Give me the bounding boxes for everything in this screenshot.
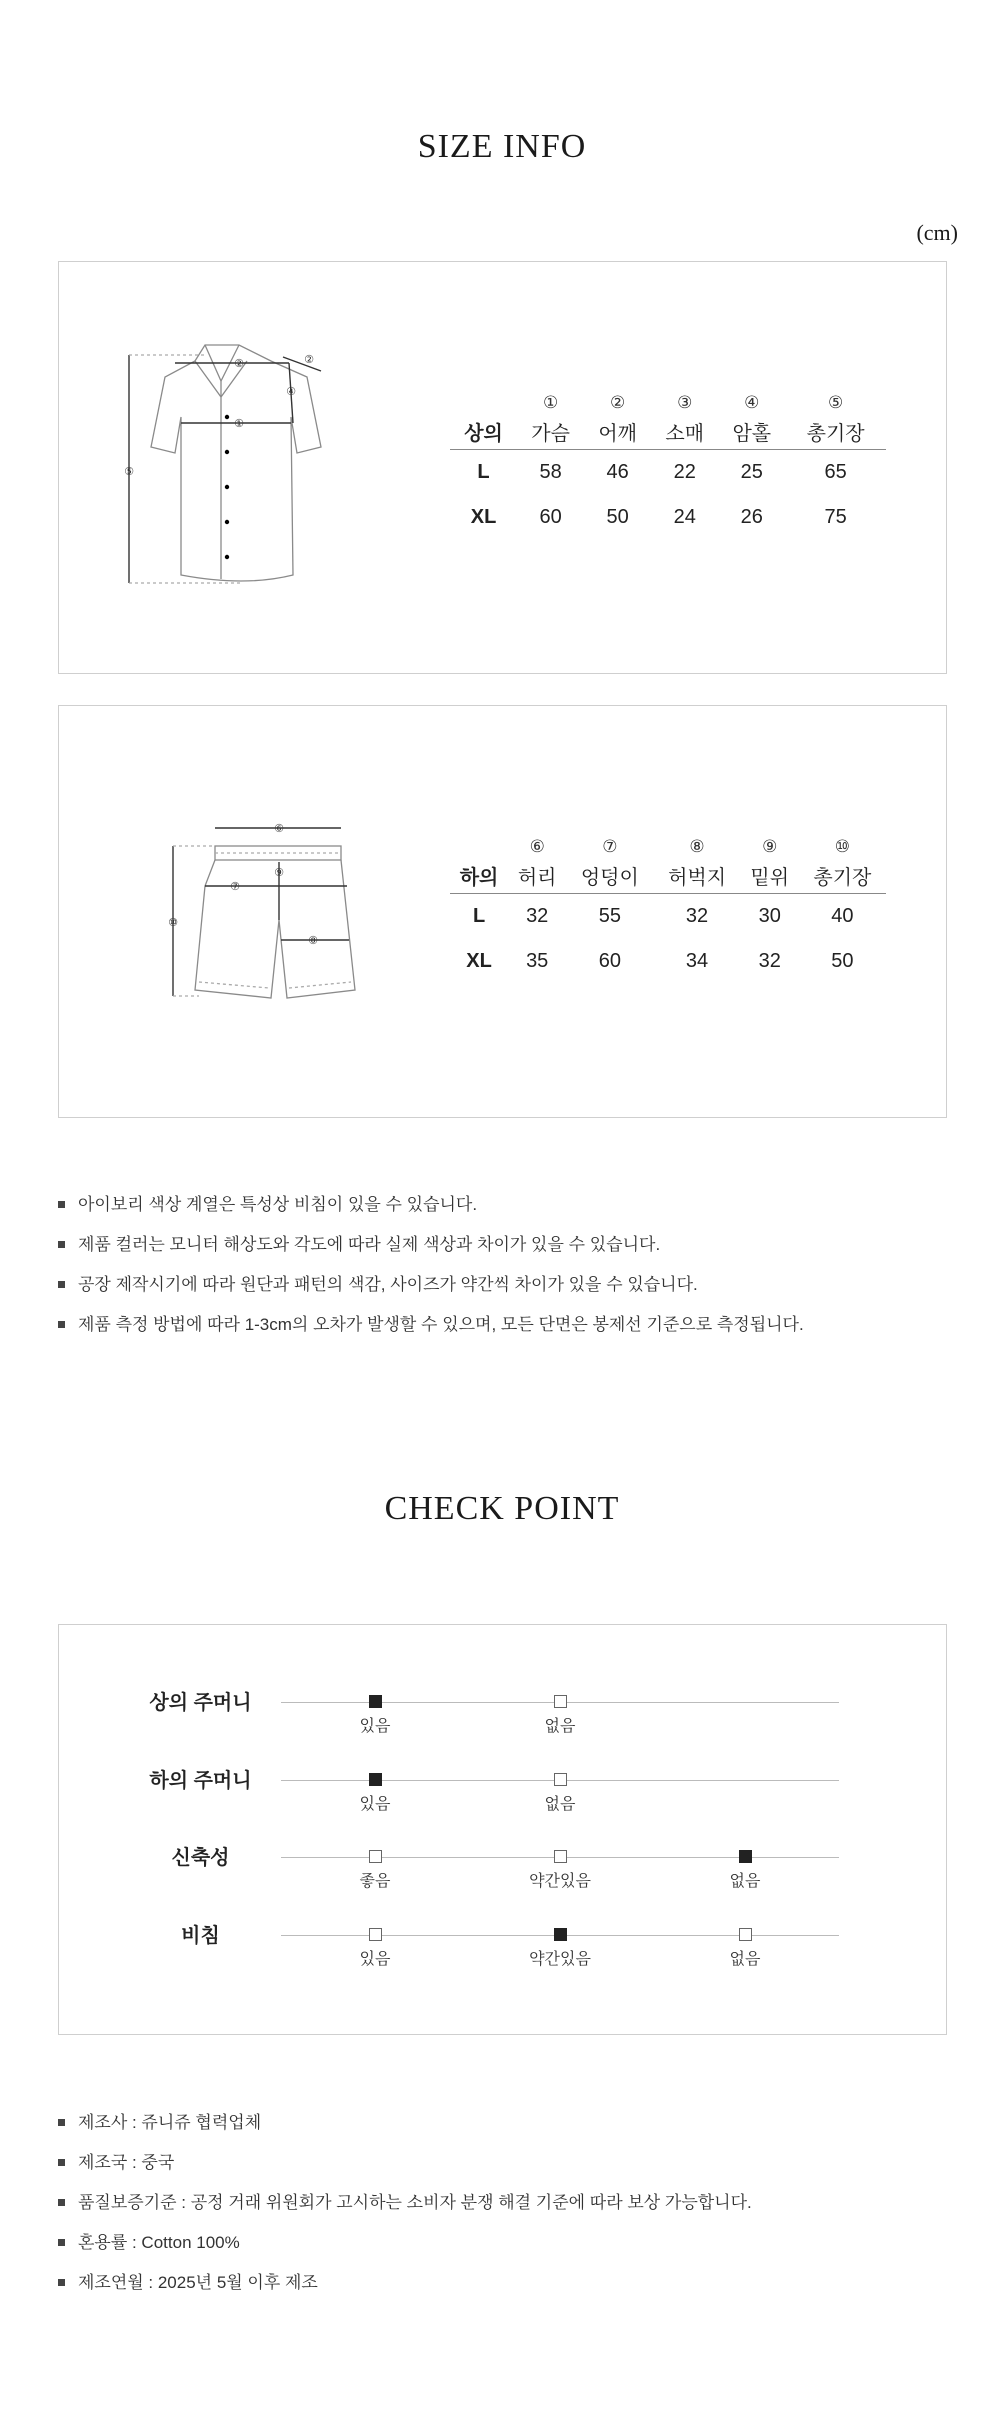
table-cell: 32	[526, 905, 549, 927]
table-row	[450, 939, 886, 984]
product-info-list	[58, 2112, 752, 2312]
svg-text:①: ①	[234, 417, 244, 430]
column-number: ③	[677, 393, 693, 412]
column-number: ②	[610, 393, 626, 412]
unchecked-box-icon	[369, 1850, 382, 1863]
list-item: 제품 측정 방법에 따라 1-3cm의 오차가 발생할 수 있으며, 모든 단면은 봉제선 기준으로 측정됩니다.	[58, 1314, 804, 1354]
svg-text:④: ④	[286, 385, 296, 398]
column-header: 소매	[651, 413, 718, 450]
check-option	[500, 1773, 620, 1814]
column-number: ⑤	[828, 393, 844, 412]
check-point-title: CHECK POINT	[384, 1490, 620, 1527]
shorts-diagram	[159, 816, 379, 1006]
unchecked-box-icon	[554, 1695, 567, 1708]
unchecked-box-icon	[739, 1928, 752, 1941]
column-header: 어깨	[584, 413, 651, 450]
check-row-label: 비침	[181, 1925, 220, 1947]
column-number: ⑦	[602, 837, 618, 856]
category-label: 하의	[450, 857, 508, 894]
check-option-label: 약간있음	[529, 1951, 591, 1968]
table-cell: 50	[831, 950, 854, 972]
list-item: 품질보증기준 : 공정 거래 위원회가 고시하는 소비자 분쟁 해결 기준에 따라 보상 가능합니다.	[58, 2192, 752, 2232]
column-number: ⑥	[529, 837, 545, 856]
svg-text:②: ②	[234, 357, 244, 370]
unit-label: (cm)	[916, 220, 958, 245]
table-cell: 60	[598, 950, 621, 972]
check-row-bottom-pocket	[58, 1767, 947, 1827]
check-option-label: 좋음	[359, 1873, 391, 1890]
check-option-label: 없음	[544, 1718, 576, 1735]
table-row	[450, 495, 886, 540]
column-header: 밑위	[741, 857, 799, 894]
column-header: 허벅지	[653, 857, 740, 894]
column-number: ⑨	[762, 837, 778, 856]
checked-box-icon	[554, 1928, 567, 1941]
list-item: 제조국 : 중국	[58, 2152, 752, 2192]
checked-box-icon	[739, 1850, 752, 1863]
check-option	[315, 1695, 435, 1736]
table-cell: 22	[673, 461, 696, 483]
list-item: 제조사 : 쥬니쥬 협력업체	[58, 2112, 752, 2152]
column-header: 엉덩이	[566, 857, 653, 894]
column-header: 가슴	[517, 413, 584, 450]
unchecked-box-icon	[554, 1773, 567, 1786]
check-option-label: 없음	[729, 1951, 761, 1968]
table-cell: 55	[598, 905, 621, 927]
check-option	[500, 1850, 620, 1891]
unchecked-box-icon	[369, 1928, 382, 1941]
table-cell: 26	[740, 506, 763, 528]
svg-text:⑤: ⑤	[124, 465, 134, 478]
check-row-label: 하의 주머니	[149, 1770, 252, 1792]
svg-text:⑧: ⑧	[308, 934, 318, 947]
check-option	[315, 1850, 435, 1891]
table-cell: 24	[673, 506, 696, 528]
svg-text:⑦: ⑦	[230, 880, 240, 893]
table-cell: 58	[539, 461, 562, 483]
check-option	[685, 1928, 805, 1969]
table-cell: 32	[685, 905, 709, 927]
list-item: 아이보리 색상 계열은 특성상 비침이 있을 수 있습니다.	[58, 1194, 804, 1234]
check-option	[685, 1850, 805, 1891]
table-cell: 34	[685, 950, 709, 972]
table-cell: 46	[606, 461, 629, 483]
column-header: 암홀	[718, 413, 785, 450]
list-item: 제품 컬러는 모니터 해상도와 각도에 따라 실제 색상과 차이가 있을 수 있습니다.	[58, 1234, 804, 1274]
shirt-diagram	[121, 337, 351, 597]
check-option	[315, 1773, 435, 1814]
column-number: ④	[744, 393, 760, 412]
column-header: 허리	[508, 857, 566, 894]
table-cell: 50	[606, 506, 629, 528]
check-option	[315, 1928, 435, 1969]
svg-text:②: ②	[304, 353, 314, 366]
svg-text:⑨: ⑨	[274, 866, 284, 879]
checked-box-icon	[369, 1695, 382, 1708]
column-number: ⑩	[834, 837, 851, 856]
check-row-stretch	[58, 1844, 947, 1904]
svg-text:⑥: ⑥	[274, 822, 284, 835]
list-item: 혼용률 : Cotton 100%	[58, 2232, 752, 2272]
unchecked-box-icon	[554, 1850, 567, 1863]
size-label: XL	[466, 950, 492, 972]
check-option-label: 없음	[729, 1873, 761, 1890]
size-label: L	[477, 461, 490, 483]
list-item: 제조연월 : 2025년 5월 이후 제조	[58, 2272, 752, 2312]
size-notes	[58, 1194, 804, 1354]
table-cell: 40	[831, 905, 854, 927]
check-option	[500, 1695, 620, 1736]
column-number: ①	[542, 393, 559, 412]
check-row-sheerness	[58, 1922, 947, 1982]
list-item: 공장 제작시기에 따라 원단과 패턴의 색감, 사이즈가 약간씩 차이가 있을 수 있습니다.	[58, 1274, 804, 1314]
check-option-label: 있음	[359, 1951, 391, 1968]
checked-box-icon	[369, 1773, 382, 1786]
size-info-title: SIZE INFO	[417, 128, 587, 165]
top-size-table	[450, 387, 886, 540]
table-cell: 30	[758, 905, 781, 927]
table-cell: 32	[758, 950, 781, 972]
check-option	[500, 1928, 620, 1969]
size-label: L	[472, 905, 486, 927]
table-row	[450, 894, 886, 940]
column-header: 총기장	[785, 413, 886, 450]
table-cell: 75	[824, 506, 847, 528]
check-option-label: 없음	[544, 1796, 576, 1813]
bottom-size-table	[450, 831, 886, 984]
check-option-label: 있음	[359, 1796, 391, 1813]
top-size-panel	[58, 261, 947, 674]
check-row-label: 신축성	[171, 1847, 230, 1869]
check-row-label: 상의 주머니	[149, 1692, 252, 1714]
check-row-top-pocket	[58, 1689, 947, 1749]
table-cell: 65	[824, 461, 847, 483]
check-option-label: 약간있음	[529, 1873, 591, 1890]
table-row	[450, 450, 886, 496]
size-label: XL	[470, 506, 497, 528]
check-option-label: 있음	[359, 1718, 391, 1735]
column-number: ⑧	[689, 837, 705, 856]
category-label: 상의	[450, 413, 517, 450]
bottom-size-panel	[58, 705, 947, 1118]
table-cell: 25	[740, 461, 763, 483]
column-header: 총기장	[799, 857, 886, 894]
table-cell: 35	[526, 950, 549, 972]
table-cell: 60	[539, 506, 562, 528]
svg-text:⑩: ⑩	[168, 916, 178, 929]
